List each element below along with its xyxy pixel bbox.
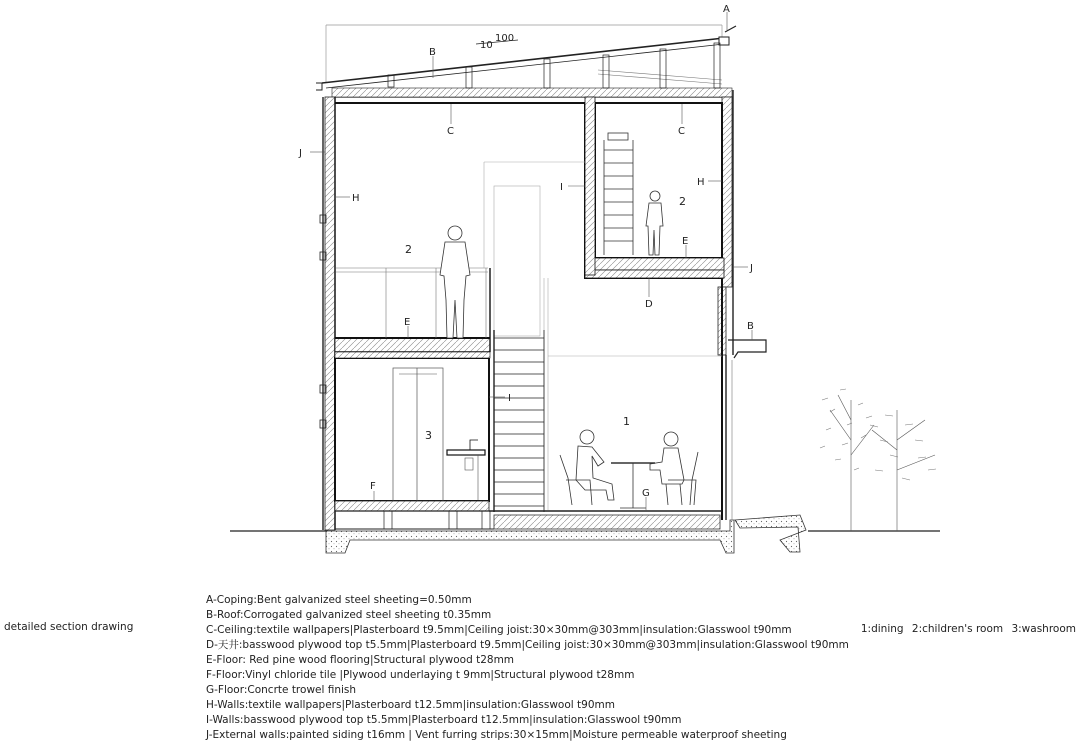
room-key-item: 2:children's room xyxy=(911,623,1004,635)
dining-group xyxy=(560,430,698,508)
callout-wall-right: H xyxy=(697,177,705,188)
person-child xyxy=(646,191,663,255)
washroom xyxy=(335,352,490,501)
room-key xyxy=(861,623,1076,635)
foundation xyxy=(326,515,806,553)
legend-item: F-Floor:Vinyl chloride tile |Plywood underlaying t 9mm|Structural plywood t28mm xyxy=(206,669,635,681)
callout-wall-int-upper: I xyxy=(560,182,563,193)
callout-floor-children: E xyxy=(682,236,689,247)
roof-slope-note xyxy=(476,33,518,51)
legend-item: G-Floor:Concrte trowel finish xyxy=(206,684,357,696)
material-legend xyxy=(206,593,849,743)
callout-coping: A xyxy=(723,4,730,15)
callout-ceiling-right: C xyxy=(678,126,685,137)
legend-item: J-External walls:painted siding t16mm | Vent furring strips:30×15mm|Moisture permeable waterproof sheeting xyxy=(206,729,787,741)
legend-item: B-Roof:Corrogated galvanized steel sheeting t0.35mm xyxy=(206,609,492,621)
callout-roof-canopy: B xyxy=(747,321,754,332)
legend-item: I-Walls:basswood plywood top t5.5mm|Plasterboard t12.5mm|insulation:Glasswool t90mm xyxy=(206,714,682,726)
parapet-outline xyxy=(326,25,722,82)
room-number-washroom: 3 xyxy=(425,429,432,442)
slope-run: 100 xyxy=(495,33,515,44)
staircase xyxy=(494,330,544,512)
roof xyxy=(316,26,736,97)
legend-item: H-Walls:textile wallpapers|Plasterboard t12.5mm|insulation:Glasswool t90mm xyxy=(206,699,615,711)
callout-ext-right: J xyxy=(750,263,753,274)
legend-item: A-Coping:Bent galvanized steel sheeting=0.50mm xyxy=(206,594,472,606)
callout-wall-int-stair: I xyxy=(508,393,511,404)
room-number-upper-left: 2 xyxy=(405,243,412,256)
slope-rise: 10 xyxy=(480,40,493,51)
room-number-dining: 1 xyxy=(623,415,630,428)
legend-item: C-Ceiling:textile wallpapers|Plasterboard t9.5mm|Ceiling joist:30×30mm@303mm|insulation:Glasswool t90mm xyxy=(206,624,792,636)
legend-item: E-Floor: Red pine wood flooring|Structural plywood t28mm xyxy=(206,654,515,666)
callout-floor-upper: E xyxy=(404,317,411,328)
callout-wall-left: H xyxy=(352,193,360,204)
trees xyxy=(820,389,936,531)
person-upper xyxy=(440,226,470,338)
loft-ladder xyxy=(604,133,633,255)
callout-roof: B xyxy=(429,47,436,58)
callout-soffit: D xyxy=(645,299,653,310)
upper-floor xyxy=(335,268,490,352)
room-key-item: 1:dining xyxy=(860,623,904,635)
callout-floor-dining: G xyxy=(642,488,650,499)
room-key-item: 3:washroom xyxy=(1011,623,1076,635)
room-number-upper-right: 2 xyxy=(679,195,686,208)
callout-ceiling-left: C xyxy=(447,126,454,137)
drawing-caption: detailed section drawing xyxy=(4,621,134,633)
callout-ext-left: J xyxy=(299,148,302,159)
legend-item: D-天井:basswood plywood top t5.5mm|Plasterboard t9.5mm|Ceiling joist:30×30mm@303mm|insulation:Glasswool t90mm xyxy=(206,639,849,651)
exterior-walls xyxy=(320,90,766,530)
callout-floor-wash: F xyxy=(370,481,376,492)
